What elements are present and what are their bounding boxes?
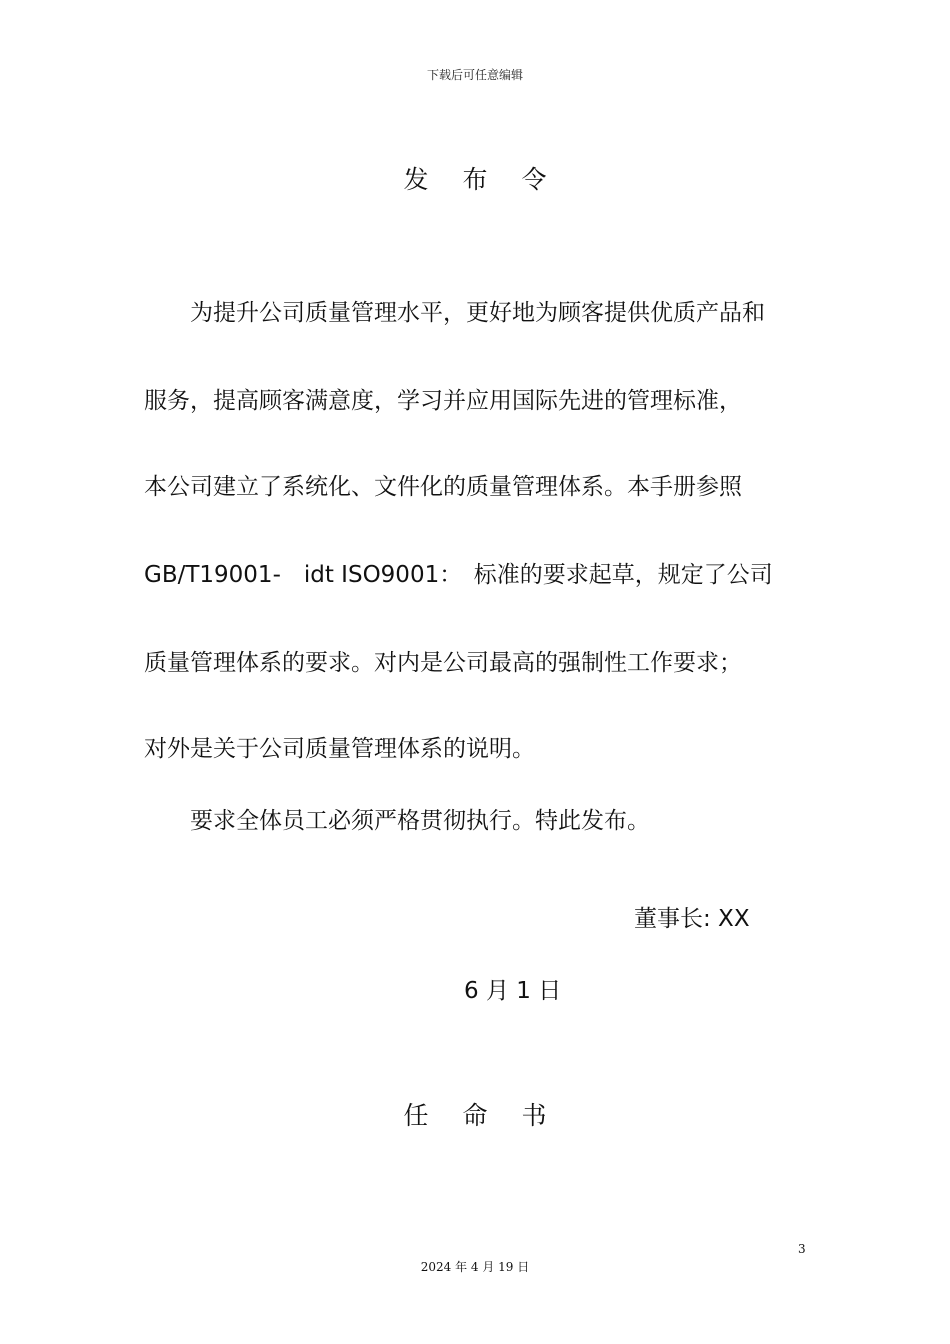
footer-date: 2024 年 4 月 19 日	[420, 1260, 530, 1274]
decree-closing-line: 要求全体员工必须严格贯彻执行。特此发布。	[190, 808, 650, 834]
decree-paragraph-line: 对外是关于公司质量管理体系的说明。	[144, 736, 535, 762]
decree-issue-date: 6 月 1 日	[464, 978, 562, 1004]
decree-paragraph-line: 服务，提高顾客满意度，学习并应用国际先进的管理标准，	[144, 388, 742, 414]
decree-paragraph-line: 本公司建立了系统化、文件化的质量管理体系。本手册参照	[144, 474, 742, 500]
page-header-note: 下载后可任意编辑	[426, 68, 523, 82]
page-number: 3	[798, 1242, 806, 1256]
decree-paragraph-line: GB/T19001- idt ISO9001： 标准的要求起草，规定了公司	[144, 562, 773, 588]
appointment-title: 任命书	[403, 1101, 581, 1130]
decree-paragraph-line: 质量管理体系的要求。对内是公司最高的强制性工作要求；	[144, 650, 742, 676]
decree-paragraph-line: 为提升公司质量管理水平，更好地为顾客提供优质产品和	[190, 300, 765, 326]
chairman-signature: 董事长: XX	[634, 906, 750, 932]
decree-title: 发布令	[403, 165, 581, 194]
